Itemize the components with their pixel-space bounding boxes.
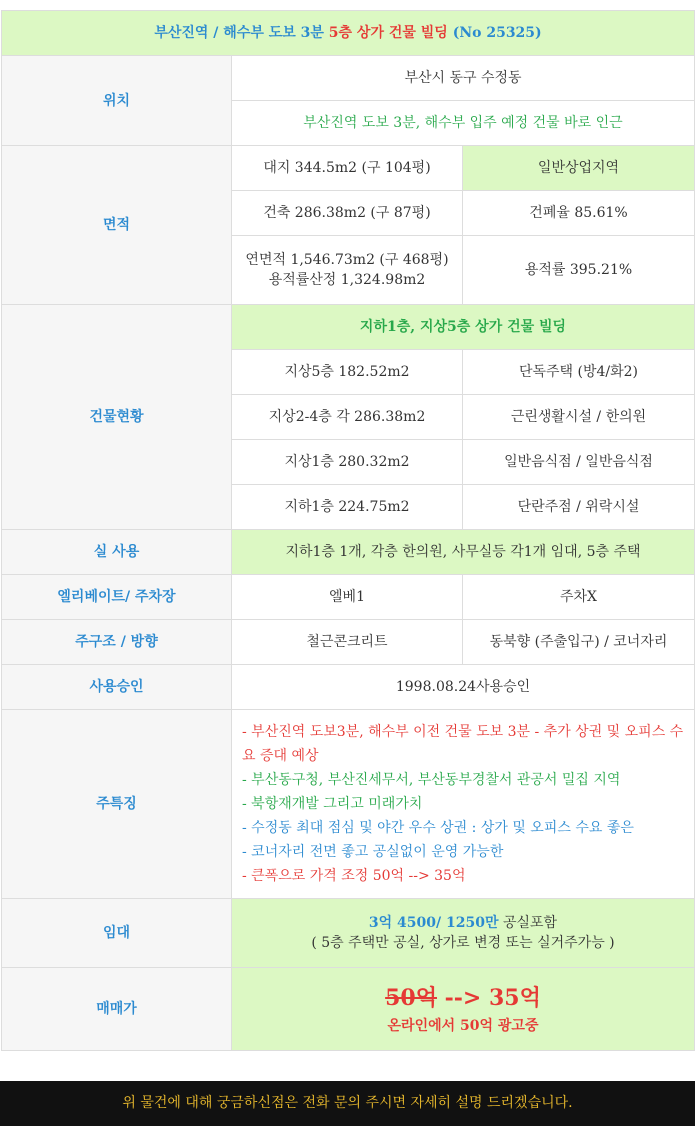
structure-row [2, 620, 695, 665]
zone-type: 일반상업지역 [463, 146, 695, 191]
features-list [232, 710, 695, 899]
list-item: - 북항재개발 그리고 미래가치 [242, 796, 423, 812]
land-area: 대지 344.5m2 (구 104평) [232, 146, 463, 191]
structure-label: 주구조 / 방향 [2, 620, 232, 665]
building-area: 건축 286.38m2 (구 87평) [232, 191, 463, 236]
features-row [2, 710, 695, 899]
coverage-ratio: 건폐율 85.61% [463, 191, 695, 236]
list-item: - 수정동 최대 점심 및 야간 우수 상권 : 상가 및 오피스 수요 좋은 [242, 820, 634, 836]
approval-label: 사용승인 [2, 665, 232, 710]
sale-label: 매매가 [2, 968, 232, 1051]
actual-use-label: 실 사용 [2, 530, 232, 575]
floor-area-ratio: 용적률 395.21% [463, 236, 695, 305]
elevator-value: 엘베1 [232, 575, 463, 620]
building-header: 지하1층, 지상5층 상가 건물 빌딩 [232, 305, 695, 350]
list-item: - 코너자리 전면 좋고 공실없이 운영 가능한 [242, 844, 504, 860]
location-note: 부산진역 도보 3분, 해수부 입주 예정 건물 바로 인근 [232, 101, 695, 146]
title-row [2, 11, 695, 56]
title-part-type: 5층 상가 건물 빌딩 [328, 25, 448, 41]
parking-value: 주차X [463, 575, 695, 620]
structure-value: 철근콘크리트 [232, 620, 463, 665]
list-item: - 부산진역 도보3분, 해수부 이전 건물 도보 3분 - 추가 상권 및 오피스 수요 증대 예상 [242, 724, 684, 764]
floor-spec: 지상2-4층 각 286.38m2 [232, 395, 463, 440]
floor-total [232, 236, 463, 305]
area-row-1 [2, 146, 695, 191]
rent-vacancy: 공실포함 [502, 915, 558, 931]
elevator-row [2, 575, 695, 620]
rent-value [232, 899, 695, 968]
approval-value: 1998.08.24사용승인 [232, 665, 695, 710]
floor-use: 단란주점 / 위락시설 [463, 485, 695, 530]
location-row [2, 56, 695, 101]
title-part-number: (No 25325) [452, 25, 542, 41]
location-address: 부산시 동구 수정동 [232, 56, 695, 101]
floor-use: 단독주택 (방4/화2) [463, 350, 695, 395]
area-label: 면적 [2, 146, 232, 305]
actual-use-value: 지하1층 1개, 각층 한의원, 사무실등 각1개 임대, 5층 주택 [232, 530, 695, 575]
old-price: 50억 [385, 984, 437, 1011]
floor-use: 일반음식점 / 일반음식점 [463, 440, 695, 485]
contact-banner: 위 물건에 대해 궁금하신점은 전화 문의 주시면 자세히 설명 드리겠습니다. [0, 1081, 695, 1126]
ad-note: 온라인에서 50억 광고중 [387, 1017, 539, 1034]
list-item: - 부산동구청, 부산진세무서, 부산동부경찰서 관공서 밀집 지역 [242, 772, 621, 788]
floor-spec: 지상5층 182.52m2 [232, 350, 463, 395]
rent-note: ( 5층 주택만 공실, 상가로 변경 또는 실거주가능 ) [311, 935, 615, 951]
direction-value: 동북향 (주출입구) / 코너자리 [463, 620, 695, 665]
sale-row [2, 968, 695, 1051]
approval-row [2, 665, 695, 710]
actual-use-row [2, 530, 695, 575]
title-part-location: 부산진역 / 해수부 도보 3분 [154, 25, 324, 41]
rent-label: 임대 [2, 899, 232, 968]
features-label: 주특징 [2, 710, 232, 899]
building-header-row [2, 305, 695, 350]
floor-total-line1: 연면적 1,546.73m2 (구 468평) [245, 252, 449, 268]
new-price: --> 35억 [436, 984, 541, 1011]
rent-amount: 3억 4500/ 1250만 [368, 915, 499, 931]
building-label: 건물현황 [2, 305, 232, 530]
floor-total-line2: 용적률산정 1,324.98m2 [268, 272, 426, 288]
floor-spec: 지상1층 280.32m2 [232, 440, 463, 485]
rent-row [2, 899, 695, 968]
elevator-label: 엘리베이트/ 주차장 [2, 575, 232, 620]
floor-use: 근린생활시설 / 한의원 [463, 395, 695, 440]
list-item: - 큰폭으로 가격 조정 50억 --> 35억 [242, 868, 466, 884]
listing-title [2, 11, 695, 56]
property-listing-table [1, 10, 695, 1051]
floor-spec: 지하1층 224.75m2 [232, 485, 463, 530]
sale-value [232, 968, 695, 1051]
location-label: 위치 [2, 56, 232, 146]
